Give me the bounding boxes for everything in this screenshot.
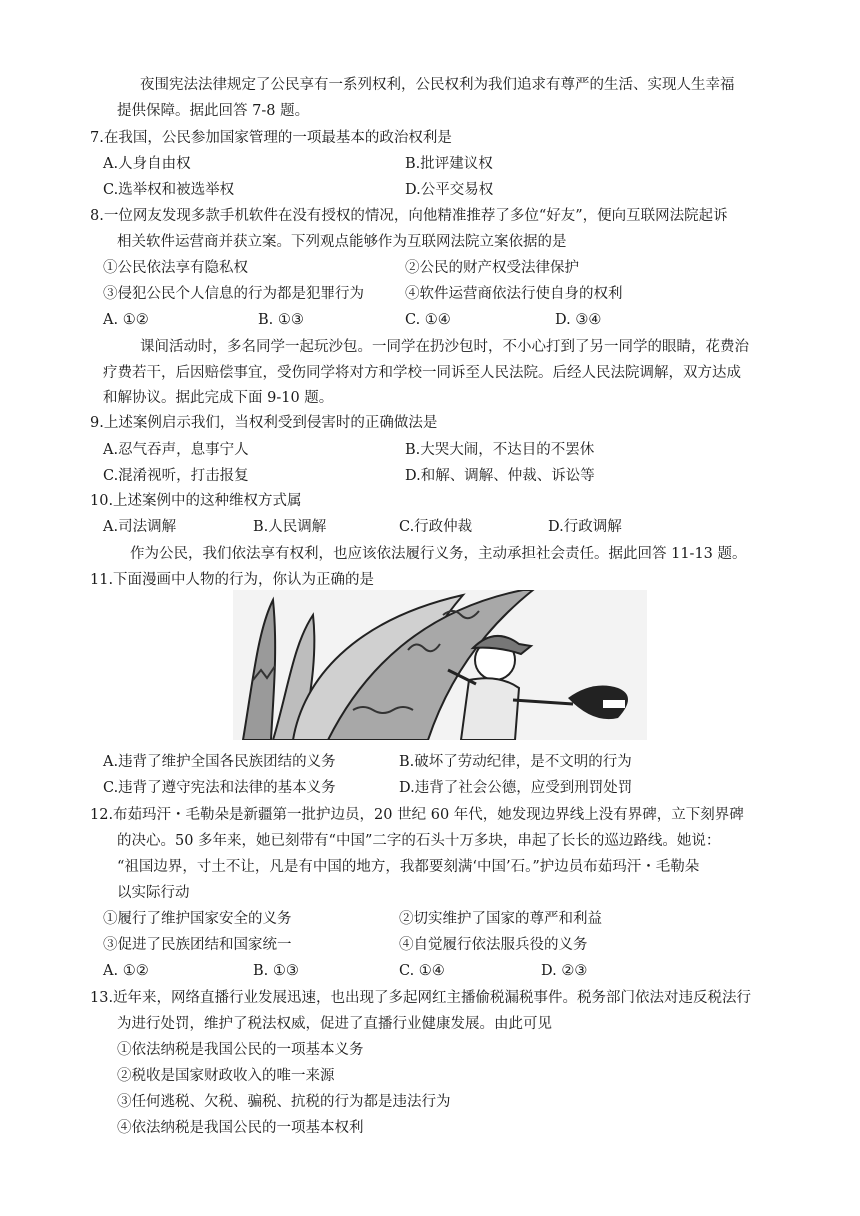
intro-text: 课间活动时，多名同学一起玩沙包。一同学在扔沙包时，不小心打到了另一同学的眼睛，花费治 bbox=[140, 339, 749, 355]
option-a: A.人身自由权 bbox=[103, 156, 191, 172]
option-d: D. ③④ bbox=[555, 312, 602, 328]
option-b: B. ①③ bbox=[253, 963, 299, 979]
statement-3: ③侵犯公民个人信息的行为都是犯罪行为 bbox=[103, 286, 364, 302]
intro-text: 提供保障。据此回答 7-8 题。 bbox=[117, 103, 310, 119]
question-stem: 10.上述案例中的这种维权方式属 bbox=[90, 493, 302, 509]
option-c: C. ①④ bbox=[405, 312, 451, 328]
question-stem: 12.布茹玛汗・毛勒朵是新疆第一批护边员，20 世纪 60 年代，她发现边界线上没有界碑，立下刻界碑 bbox=[90, 807, 744, 823]
statement-4: ④依法纳税是我国公民的一项基本权利 bbox=[117, 1120, 364, 1136]
statement-1: ①履行了维护国家安全的义务 bbox=[103, 911, 292, 927]
intro-text: 作为公民，我们依法享有权利，也应该依法履行义务，主动承担社会责任。据此回答 11-13 题。 bbox=[130, 546, 747, 562]
option-d: D.行政调解 bbox=[548, 519, 622, 535]
statement-2: ②公民的财产权受法律保护 bbox=[405, 260, 579, 276]
option-d: D. ②③ bbox=[541, 963, 588, 979]
statement-3: ③任何逃税、欠税、骗税、抗税的行为都是违法行为 bbox=[117, 1094, 451, 1110]
question-stem: 8.一位网友发现多款手机软件在没有授权的情况，向他精准推荐了多位“好友”，便向互联网法院起诉 bbox=[90, 208, 728, 224]
option-b: B.人民调解 bbox=[253, 519, 327, 535]
cartoon-image bbox=[233, 590, 647, 740]
statement-2: ②税收是国家财政收入的唯一来源 bbox=[117, 1068, 335, 1084]
option-a: A.忍气吞声，息事宁人 bbox=[103, 442, 249, 458]
option-d: D.违背了社会公德，应受到刑罚处罚 bbox=[399, 780, 633, 796]
option-c: C.行政仲裁 bbox=[399, 519, 473, 535]
question-stem: 以实际行动 bbox=[117, 885, 190, 901]
question-stem: 相关软件运营商并获立案。下列观点能够作为互联网法院立案依据的是 bbox=[117, 234, 567, 250]
option-a: A. ①② bbox=[103, 312, 149, 328]
statement-4: ④自觉履行依法服兵役的义务 bbox=[399, 937, 588, 953]
question-stem: 的决心。50 多年来，她已刻带有“中国”二字的石头十万多块，串起了长长的巡边路线。她说： bbox=[117, 833, 721, 849]
question-stem: “祖国边界，寸土不让，凡是有中国的地方，我都要刻满‘中国’石。”护边员布茹玛汗・毛勒朵 bbox=[117, 859, 700, 875]
intro-text: 和解协议。据此完成下面 9-10 题。 bbox=[103, 390, 334, 406]
option-b: B.批评建议权 bbox=[405, 156, 493, 172]
question-stem: 11.下面漫画中人物的行为，你认为正确的是 bbox=[90, 572, 375, 588]
option-b: B.破坏了劳动纪律，是不文明的行为 bbox=[399, 754, 632, 770]
statement-1: ①公民依法享有隐私权 bbox=[103, 260, 248, 276]
statement-3: ③促进了民族团结和国家统一 bbox=[103, 937, 292, 953]
option-c: C. ①④ bbox=[399, 963, 445, 979]
statement-4: ④软件运营商依法行使自身的权利 bbox=[405, 286, 623, 302]
option-a: A.司法调解 bbox=[103, 519, 177, 535]
option-c: C.选举权和被选举权 bbox=[103, 182, 235, 198]
question-stem: 为进行处罚，维护了税法权威，促进了直播行业健康发展。由此可见 bbox=[117, 1016, 552, 1032]
question-stem: 7.在我国，公民参加国家管理的一项最基本的政治权利是 bbox=[90, 130, 452, 146]
intro-text: 疗费若干，后因赔偿事宜，受伤同学将对方和学校一同诉至人民法院。后经人民法院调解，双方达成 bbox=[103, 365, 741, 381]
intro-text: 夜围宪法法律规定了公民享有一系列权利，公民权利为我们追求有尊严的生活、实现人生幸福 bbox=[140, 77, 735, 93]
question-stem: 9.上述案例启示我们，当权利受到侵害时的正确做法是 bbox=[90, 415, 438, 431]
statement-1: ①依法纳税是我国公民的一项基本义务 bbox=[117, 1042, 364, 1058]
option-d: D.和解、调解、仲裁、诉讼等 bbox=[405, 468, 595, 484]
option-a: A.违背了维护全国各民族团结的义务 bbox=[103, 754, 336, 770]
statement-2: ②切实维护了国家的尊严和利益 bbox=[399, 911, 602, 927]
option-d: D.公平交易权 bbox=[405, 182, 494, 198]
option-a: A. ①② bbox=[103, 963, 149, 979]
option-c: C.违背了遵守宪法和法律的基本义务 bbox=[103, 780, 336, 796]
option-b: B.大哭大闹，不达目的不罢休 bbox=[405, 442, 595, 458]
option-b: B. ①③ bbox=[258, 312, 304, 328]
question-stem: 13.近年来，网络直播行业发展迅速，也出现了多起网红主播偷税漏税事件。税务部门依法对违反税法行 bbox=[90, 990, 752, 1006]
option-c: C.混淆视听，打击报复 bbox=[103, 468, 249, 484]
